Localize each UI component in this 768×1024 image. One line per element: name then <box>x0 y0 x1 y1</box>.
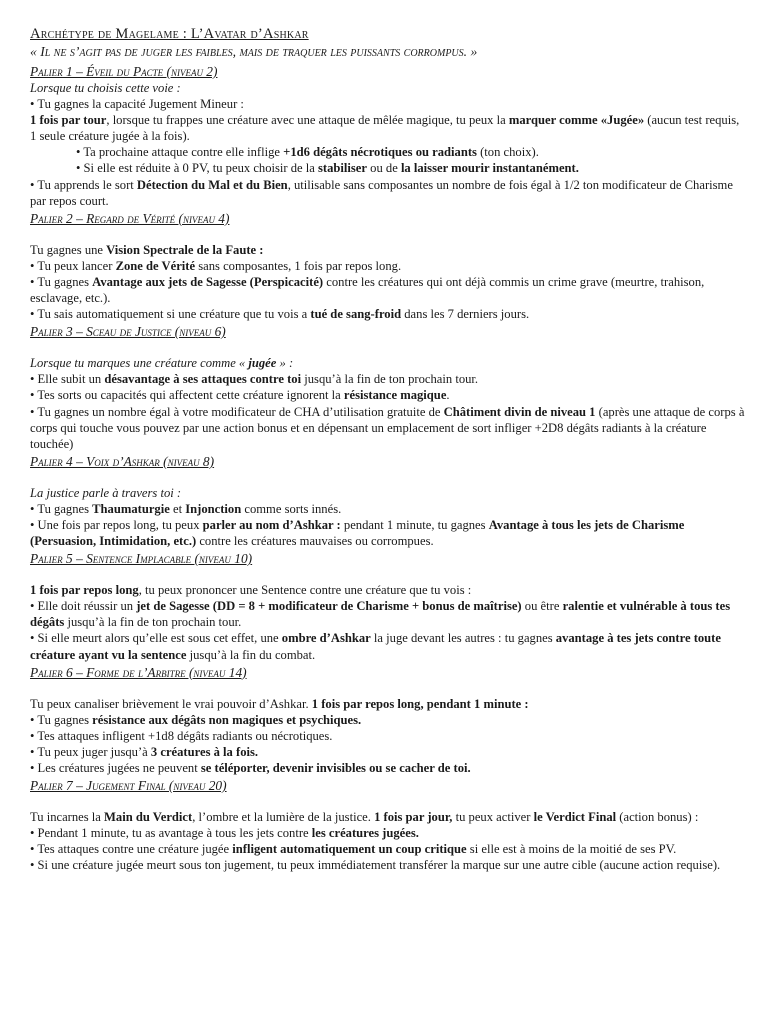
tier-7-bullet-3: • Si une créature jugée meurt sous ton jugement, tu peux immédiatement transférer la marque sur une autre cible (aucune action requise). <box>30 858 721 873</box>
tier-6-bullet-2: • Tes attaques infligent +1d8 dégâts radiants ou nécrotiques. <box>30 728 333 743</box>
tier-3-bullet-2: • Tes sorts ou capacités qui affectent cette créature ignorent la résistance magique. <box>30 388 450 403</box>
tier-6-bullet-3: • Tu peux juger jusqu’à 3 créatures à la fois. <box>30 744 259 759</box>
spacer <box>30 567 746 582</box>
tier-4-intro: La justice parle à travers toi : <box>30 485 182 500</box>
spacer <box>30 794 746 809</box>
tier-4-title: Palier 4 – Voix d’Ashkar (niveau 8) <box>30 453 215 469</box>
tier-5-title: Palier 5 – Sentence Implacable (niveau 10) <box>30 551 253 567</box>
tier-4-bullet-1: • Tu gagnes Thaumaturgie et Injonction comme sorts innés. <box>30 501 342 516</box>
tier-7-bullet-2: • Tes attaques contre une créature jugée infligent automatiquement un coup critique si elle est à moins de la moitié de ses PV. <box>30 842 677 857</box>
tier-4-bullet-2: • Une fois par repos long, tu peux parler au nom d’Ashkar : pendant 1 minute, tu gagnes Avantage à tous les jets de Charisme (Persuasion, Intimidation, etc.) contre les créatures mauvaises ou corrompues. <box>30 517 685 549</box>
tier-2-bullet-2: • Tu gagnes Avantage aux jets de Sagesse (Perspicacité) contre les créatures qui ont déjà commis un crime grave (meurtre, trahison, esclavage, etc.). <box>30 274 705 306</box>
motto: « Il ne s’agit pas de juger les faibles, mais de traquer les puissants corrompus. » <box>30 44 478 59</box>
tier-2-intro: Tu gagnes une Vision Spectrale de la Faute : <box>30 242 264 257</box>
tier-1-intro: Lorsque tu choisis cette voie : <box>30 81 181 95</box>
tier-2-title: Palier 2 – Regard de Vérité (niveau 4) <box>30 210 230 226</box>
tier-6-bullet-1: • Tu gagnes résistance aux dégâts non magiques et psychiques. <box>30 712 362 727</box>
tier-6-intro: Tu peux canaliser brièvement le vrai pouvoir d’Ashkar. 1 fois par repos long, pendant 1 minute : <box>30 696 529 711</box>
tier-3-bullet-3: • Tu gagnes un nombre égal à votre modificateur de CHA d’utilisation gratuite de Châtiment divin de niveau 1 (après une attaque de corps à corps qui touche vous pouvez par une action bonus et en dépensant un emplacement de sort infliger +2D8 dégâts radiants à la créature touchée) <box>30 404 745 451</box>
spacer <box>30 681 746 696</box>
spacer <box>30 227 746 242</box>
tier-6-bullet-4: • Les créatures jugées ne peuvent se téléporter, devenir invisibles ou se cacher de toi. <box>30 761 471 775</box>
spacer <box>30 470 746 485</box>
tier-6-title: Palier 6 – Forme de l’Arbitre (niveau 14) <box>30 664 247 680</box>
tier-3-intro: Lorsque tu marques une créature comme « jugée » : <box>30 356 294 371</box>
tier-5-intro: 1 fois par repos long, tu peux prononcer une Sentence contre une créature que tu vois : <box>30 583 472 598</box>
document-title: Archétype de Magelame : L’Avatar d’Ashkar <box>30 26 309 42</box>
tier-1-title: Palier 1 – Éveil du Pacte (niveau 2) <box>30 64 218 79</box>
tier-5-bullet-1: • Elle doit réussir un jet de Sagesse (DD = 8 + modificateur de Charisme + bonus de maîtrise) ou être ralentie et vulnérable à tous tes dégâts jusqu’à la fin de ton prochain tour. <box>30 599 731 630</box>
tier-7-bullet-1: • Pendant 1 minute, tu as avantage à tous les jets contre les créatures jugées. <box>30 826 419 841</box>
tier-5-bullet-2: • Si elle meurt alors qu’elle est sous cet effet, une ombre d’Ashkar la juge devant les autres : tu gagnes avantage à tes jets contre toute créature ayant vu la sentence jusqu’à la fin du combat. <box>30 631 721 662</box>
tier-1-bullet-3: • Tu apprends le sort Détection du Mal et du Bien, utilisable sans composantes un nombre de fois égal à 1/2 ton modificateur de Charisme par repos court. <box>30 177 733 208</box>
tier-1-jugement-text: 1 fois par tour, lorsque tu frappes une créature avec une attaque de mêlée magique, tu peux la marquer comme «Jugée» (aucun test requis, 1 seule créature jugée à la fois). <box>30 113 740 144</box>
tier-3-title: Palier 3 – Sceau de Justice (niveau 6) <box>30 324 226 340</box>
spacer <box>30 340 746 355</box>
tier-1-bullet-1: • Tu gagnes la capacité Jugement Mineur : <box>30 97 244 112</box>
tier-1-sub-bullet-2: • Si elle est réduite à 0 PV, tu peux choisir de la stabiliser ou de la laisser mourir instantanément. <box>76 161 579 176</box>
tier-7-intro: Tu incarnes la Main du Verdict, l’ombre et la lumière de la justice. 1 fois par jour, tu peux activer le Verdict Final (action bonus) : <box>30 810 699 825</box>
tier-1-sub-bullet-1: • Ta prochaine attaque contre elle inflige +1d6 dégâts nécrotiques ou radiants (ton choix). <box>76 145 539 160</box>
tier-3-bullet-1: • Elle subit un désavantage à ses attaques contre toi jusqu’à la fin de ton prochain tour. <box>30 372 479 387</box>
tier-7-title: Palier 7 – Jugement Final (niveau 20) <box>30 778 227 794</box>
tier-2-bullet-3: • Tu sais automatiquement si une créature que tu vois a tué de sang-froid dans les 7 derniers jours. <box>30 307 530 322</box>
tier-2-bullet-1: • Tu peux lancer Zone de Vérité sans composantes, 1 fois par repos long. <box>30 258 402 273</box>
